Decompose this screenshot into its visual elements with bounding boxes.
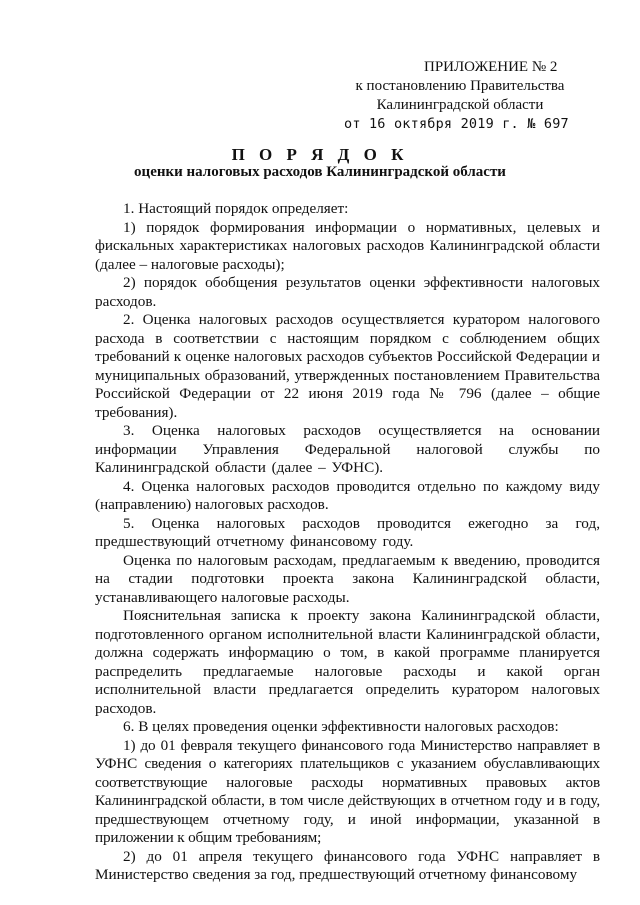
paragraph: Пояснительная записка к проекту закона Калининградской области, подготовленного органом исполнительной власти Калининградской области, должна содержать информацию о том, в какой программе планируется распределить предлагаемые налоговые расходы и какой орган исполнительной власти предлагается определить куратором налоговых расходов. (95, 607, 600, 717)
document-title: П О Р Я Д О К (231, 145, 409, 164)
appendix-header (330, 58, 590, 134)
paragraph: 2) порядок обобщения результатов оценки эффективности налоговых расходов. (95, 274, 600, 310)
paragraph: 1) до 01 февраля текущего финансового года Министерство направляет в УФНС сведения о категориях плательщиков с указанием обуславливающих соответствующие налоговые расходы нормативных правовых актов Калининградской области, в том числе действующих в отчетном году и в году, предшествующем отчетному году, и иной информации, указанной в приложении к общим требованиям; (95, 736, 600, 846)
document-subtitle: оценки налоговых расходов Калининградской области (134, 164, 506, 180)
paragraph: 3. Оценка налоговых расходов осуществляется на основании информации Управления Федеральной налоговой службы по Калининградской области (далее – УФНС). (95, 422, 600, 476)
appendix-region: Калининградской области (376, 97, 544, 113)
appendix-resolution-ref: к постановлению Правительства (355, 78, 565, 94)
paragraph: 1. Настоящий порядок определяет: (123, 200, 349, 217)
appendix-number: ПРИЛОЖЕНИЕ № 2 (424, 59, 558, 75)
paragraph: 4. Оценка налоговых расходов проводится отдельно по каждому виду (направлению) налоговых расходов. (95, 477, 600, 513)
paragraph: 1) порядок формирования информации о нормативных, целевых и фискальных характеристиках налоговых расходов Калининградской области (далее – налоговые расходы); (95, 218, 600, 273)
paragraph: 6. В целях проведения оценки эффективности налоговых расходов: (123, 718, 559, 735)
document-body (95, 200, 600, 885)
paragraph: 5. Оценка налоговых расходов проводится ежегодно за год, предшествующий отчетному финансовому году. (95, 514, 600, 550)
appendix-date-number: от 16 октября 2019 г. № 697 (344, 116, 569, 132)
paragraph: Оценка по налоговым расходам, предлагаемым к введению, проводится на стадии подготовки проекта закона Калининградской области, устанавливающего налоговые расходы. (95, 551, 600, 606)
paragraph: 2. Оценка налоговых расходов осуществляется куратором налогового расхода в соответствии с настоящим порядком с соблюдением общих требований к оценке налоговых расходов субъектов Российской Федерации и муниципальных образований, утвержденных постановлением Правительства Российской Федерации от 22 июня 2019 года № 796 (далее – общие требования). (95, 311, 600, 421)
paragraph: 2) до 01 апреля текущего финансового года УФНС направляет в Министерство сведения за год, предшествующий отчетному финансовому (95, 847, 600, 883)
